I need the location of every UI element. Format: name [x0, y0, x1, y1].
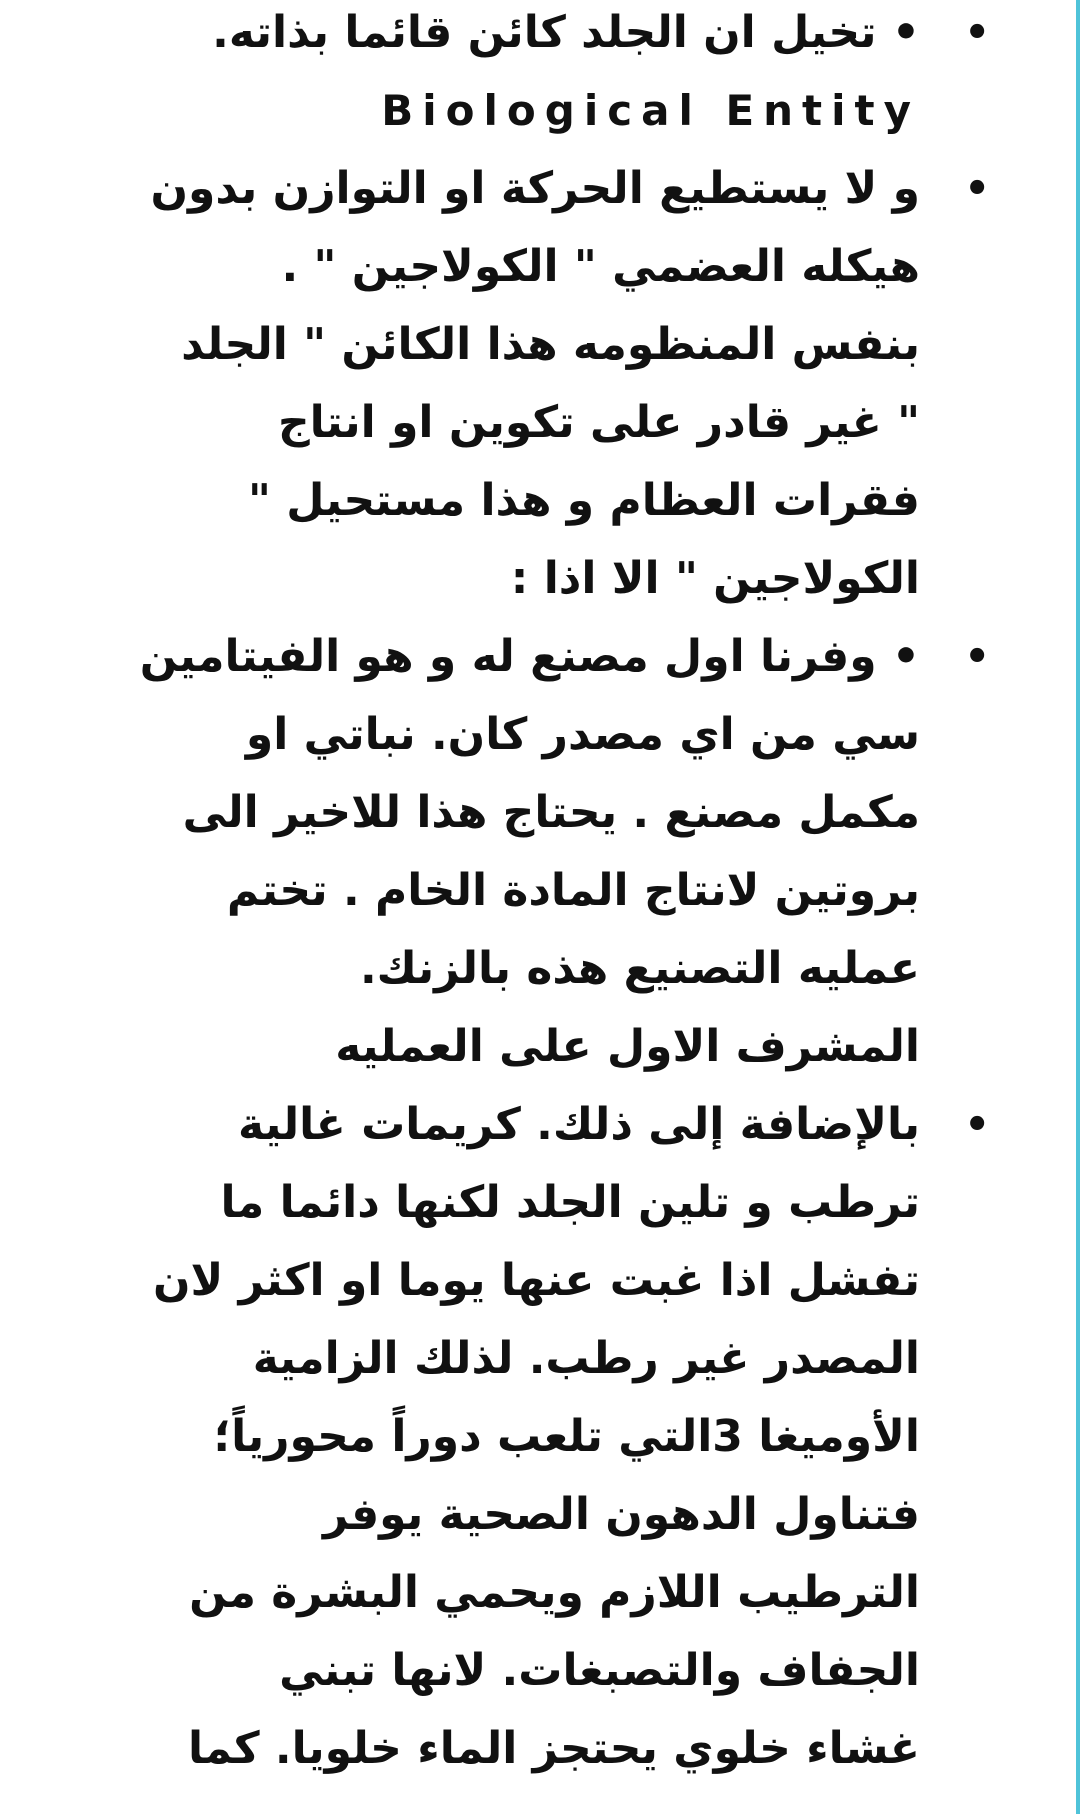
text-line: • • وفرنا اول مصنع له و هو الفيتامين — [139, 631, 920, 682]
text-line: عمليه التصنيع هذه بالزنك. — [359, 943, 920, 994]
text-line: الكولاجين " الا اذا : — [510, 553, 920, 604]
text-line: ترطب و تلين الجلد لكنها دائما ما — [220, 1177, 920, 1228]
bullet-item-4 — [60, 1086, 920, 1788]
text-line: الجفاف والتصبغات. لانها تبني — [279, 1645, 920, 1696]
text-line: الترطيب اللازم ويحمي البشرة من — [189, 1567, 920, 1618]
text-line: فتناول الدهون الصحية يوفر — [322, 1489, 920, 1540]
text-line: • و لا يستطيع الحركة او التوازن بدون — [150, 163, 920, 214]
text-line: تفشل اذا غبت عنها يوما او اكثر لان — [152, 1255, 920, 1306]
text-line: هيكله العضمي " الكولاجين " . — [281, 241, 920, 292]
text-line: المصدر غير رطب. لذلك الزامية — [252, 1333, 920, 1384]
text-line: مكمل مصنع . يحتاج هذا للاخير الى — [182, 787, 920, 838]
text-line: " غير قادر على تكوين او انتاج — [277, 397, 920, 448]
text-line: سي من اي مصدر كان. نباتي او — [245, 709, 920, 760]
text-line: المشرف الاول على العمليه — [335, 1021, 920, 1072]
bullet-item-3 — [60, 618, 920, 1086]
document-content — [60, 0, 920, 1788]
text-line: فقرات العظام و هذا مستحيل " — [247, 475, 920, 526]
bullet-item-2 — [60, 150, 920, 618]
text-line: • بالإضافة إلى ذلك. كريمات غالية — [238, 1099, 920, 1150]
text-line: • • تخيل ان الجلد كائن قائما بذاته. — [212, 7, 920, 58]
text-line: الأوميغا 3التي تلعب دوراً محورياً؛ — [213, 1411, 920, 1462]
text-line-latin: Biological Entity — [381, 86, 920, 135]
text-line: بروتين لانتاج المادة الخام . تختم — [226, 865, 920, 916]
accent-bar — [1076, 0, 1080, 1814]
bullet-item-1 — [60, 0, 920, 150]
text-line: بنفس المنظومه هذا الكائن " الجلد — [181, 319, 920, 370]
text-line: غشاء خلوي يحتجز الماء خلويا. كما — [187, 1723, 920, 1774]
